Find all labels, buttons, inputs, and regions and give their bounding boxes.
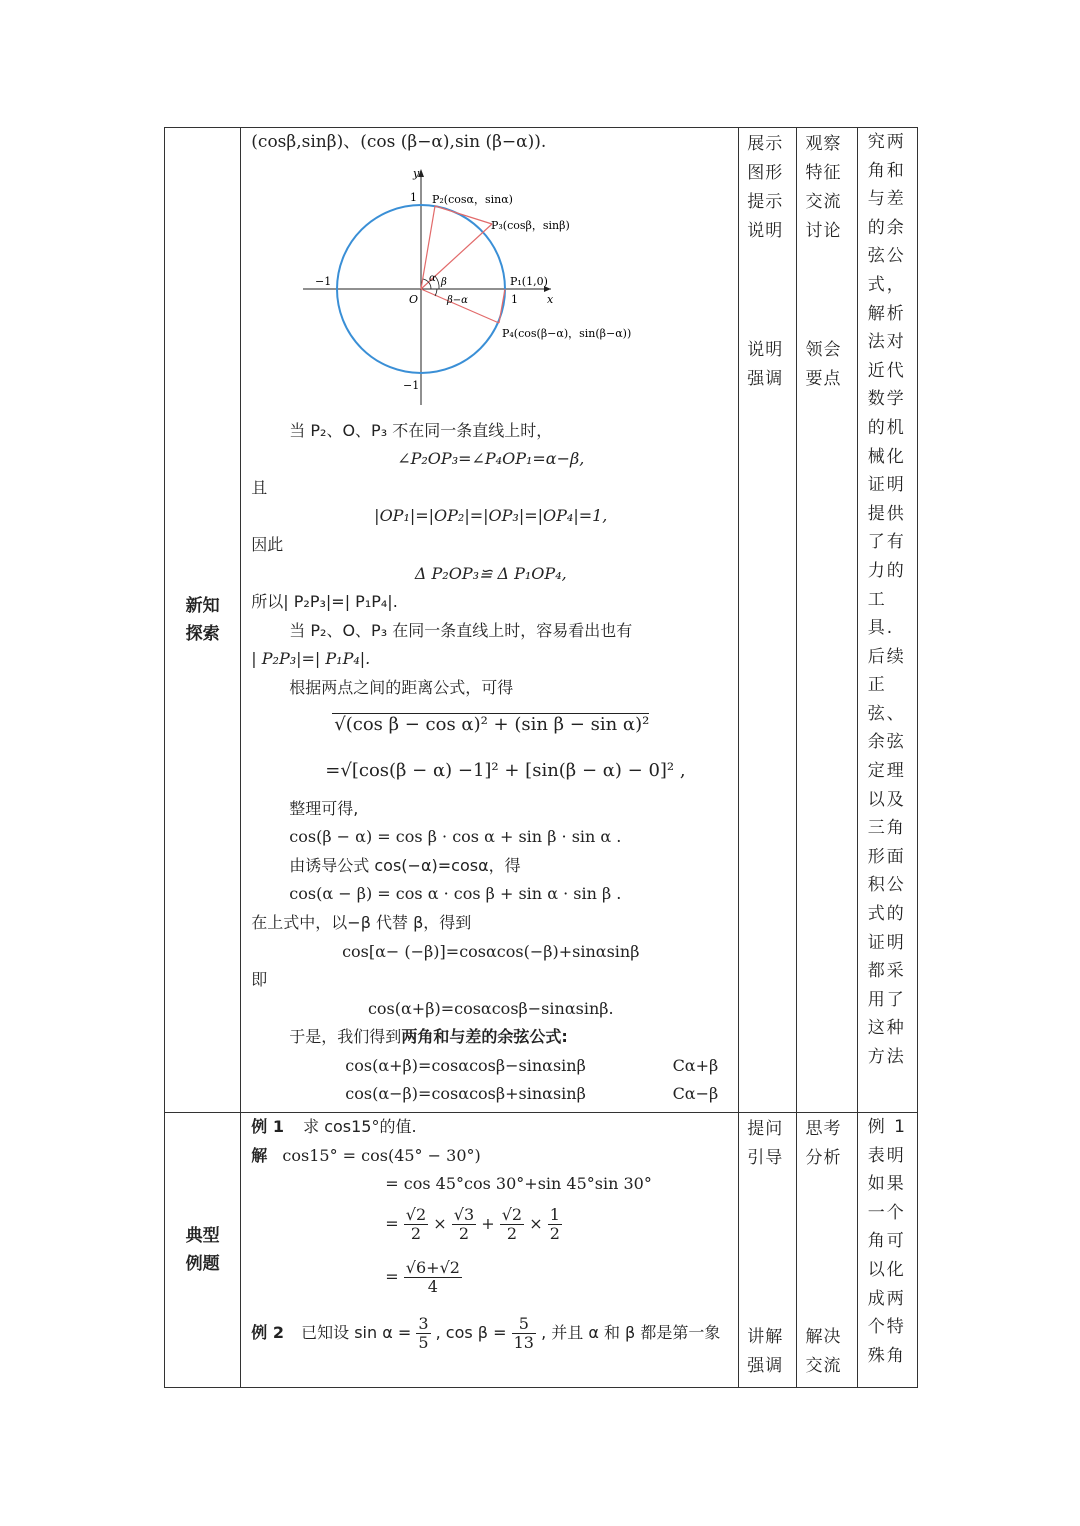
intent-text-15: 力的 bbox=[867, 560, 906, 581]
solution-line-2: = cos 45°cos 30°+sin 45°sin 30° bbox=[385, 1174, 652, 1194]
intent-text-24: 三角 bbox=[867, 818, 906, 839]
student-text-1: 分析 bbox=[805, 1148, 842, 1168]
solution-line-1 bbox=[251, 1142, 730, 1171]
label-tick-1-x: 1 bbox=[511, 292, 519, 306]
frac-sqrt3-over-2 bbox=[452, 1206, 476, 1243]
frac-den: 4 bbox=[427, 1276, 438, 1296]
intent-text-13: 提供 bbox=[867, 503, 906, 524]
intent-text-0: 究两 bbox=[867, 132, 906, 152]
student-text-0: 领会 bbox=[805, 340, 842, 360]
frac-sqrt2-over-2-b bbox=[500, 1206, 524, 1243]
label-tick-neg1-y: −1 bbox=[403, 378, 420, 392]
line-case2: 当 P₂、O、P₃ 在同一条直线上时，容易看出也有 bbox=[289, 620, 633, 640]
frac-3-over-5 bbox=[416, 1315, 430, 1352]
frac-den: 2 bbox=[410, 1223, 422, 1243]
line-simplify: 整理可得, bbox=[289, 798, 359, 818]
teacher-text-1: 强调 bbox=[747, 369, 784, 389]
line-congruent: Δ P₂OP₃≌ Δ P₁OP₄, bbox=[414, 563, 567, 583]
intent-text-7: 法对 bbox=[867, 332, 906, 353]
frac-num: 5 bbox=[512, 1315, 536, 1334]
intent-text-12: 证明 bbox=[867, 475, 906, 496]
student-text-0: 思考 bbox=[805, 1119, 842, 1139]
solution-step-1: cos15° = cos(45° − 30°) bbox=[282, 1145, 481, 1165]
unit-circle-svg bbox=[251, 157, 729, 415]
intent-text-9: 数学 bbox=[867, 389, 906, 410]
formula-distance-lhs: √(cos β − cos α)² + (sin β − sin α)² bbox=[334, 713, 650, 735]
section-examples-text: 典型 例题 bbox=[185, 1226, 220, 1274]
label-tick-1-y: 1 bbox=[410, 190, 418, 204]
frac-num: √2 bbox=[405, 1204, 427, 1224]
times-sign-2: × bbox=[529, 1213, 543, 1233]
frac-num: √6+√2 bbox=[405, 1257, 460, 1277]
label-x: x bbox=[547, 292, 554, 306]
intent-text-29: 都采 bbox=[867, 961, 906, 982]
design-intent-new-knowledge bbox=[857, 128, 917, 1113]
frac-den: 2 bbox=[549, 1223, 560, 1243]
intent-text-6: 成两 bbox=[867, 1288, 906, 1309]
intent-text-31: 这种 bbox=[867, 1018, 906, 1039]
frac-den: 2 bbox=[506, 1223, 518, 1243]
example1-text: 求 cos15°的值. bbox=[303, 1117, 417, 1136]
line-conclusion bbox=[251, 1023, 730, 1052]
intent-text-28: 证明 bbox=[867, 932, 906, 953]
student-text-0: 解决 bbox=[805, 1327, 842, 1347]
intent-text-4: 弦公 bbox=[867, 246, 906, 267]
intent-text-1: 表明 bbox=[867, 1145, 906, 1166]
intent-text-22: 定理 bbox=[867, 761, 906, 782]
student-text-1: 特征 bbox=[805, 163, 842, 183]
example2-question bbox=[251, 1305, 730, 1361]
frac-sqrt2-over-2-a bbox=[404, 1206, 428, 1243]
label-origin: O bbox=[409, 292, 419, 306]
segment-p2p3 bbox=[435, 206, 492, 224]
intent-text-1: 角和 bbox=[867, 160, 906, 181]
line-and: 且 bbox=[251, 477, 268, 497]
teacher-activity-examples bbox=[739, 1113, 797, 1388]
formula-sum: cos(α+β)=cosαcosβ−sinαsinβ bbox=[345, 1055, 586, 1075]
intent-text-10: 的机 bbox=[867, 417, 906, 438]
lesson-plan-table bbox=[164, 127, 918, 1388]
intent-text-2: 与差 bbox=[867, 189, 906, 210]
solution-label: 解 bbox=[251, 1145, 268, 1165]
design-intent-text bbox=[868, 128, 913, 1072]
student-text-1: 要点 bbox=[805, 369, 842, 389]
intent-text-20: 弦、 bbox=[867, 703, 906, 724]
line-radius-eq: |OP₁|=|OP₂|=|OP₃|=|OP₄|=1, bbox=[374, 506, 608, 526]
label-tick-neg1-x: −1 bbox=[315, 274, 332, 288]
unit-circle-diagram bbox=[251, 157, 730, 417]
formula-sum-tag: Cα+β bbox=[672, 1055, 719, 1075]
intent-text-26: 积公 bbox=[867, 875, 906, 896]
new-knowledge-content bbox=[241, 128, 739, 1113]
frac-num: 3 bbox=[418, 1313, 429, 1333]
frac-num: √2 bbox=[501, 1204, 523, 1224]
teacher-text-0: 说明 bbox=[747, 340, 784, 360]
intent-text-14: 了有 bbox=[867, 532, 906, 553]
teacher-text-0: 提问 bbox=[747, 1119, 784, 1139]
intent-text-2: 如果 bbox=[867, 1174, 906, 1195]
design-intent-examples bbox=[857, 1113, 917, 1388]
line-cos-diff-2: cos(α − β) = cos α · cos β + sin α · sin β . bbox=[289, 884, 622, 904]
intent-text-0: 例 1 bbox=[867, 1117, 907, 1137]
intent-text-6: 解析 bbox=[867, 303, 906, 324]
label-p3: P₃(cosβ，sinβ) bbox=[491, 218, 571, 232]
intent-text-4: 角可 bbox=[867, 1231, 906, 1252]
student-text-1: 交流 bbox=[805, 1356, 842, 1376]
conclusion-intro: 于是，我们得到 bbox=[289, 1027, 402, 1047]
teacher-activity-new-knowledge bbox=[739, 128, 797, 1113]
line-so-equal: 所以| P₂P₃|=| P₁P₄|. bbox=[251, 592, 398, 612]
intent-text-5: 式， bbox=[867, 274, 906, 295]
conclusion-title: 两角和与差的余弦公式: bbox=[401, 1027, 568, 1047]
line-cos-diff-1: cos(β − α) = cos β · cos α + sin β · sin α . bbox=[289, 827, 622, 847]
line-induction: 由诱导公式 cos(−α)=cosα，得 bbox=[289, 855, 521, 875]
teacher-activity-top bbox=[747, 1115, 794, 1173]
line-distance-lhs bbox=[251, 703, 730, 747]
teacher-activity-bottom bbox=[747, 1323, 794, 1381]
teacher-text-3: 说明 bbox=[747, 221, 784, 241]
line-case2-result: | P₂P₃|=| P₁P₄|. bbox=[251, 649, 371, 669]
line-distance-rhs bbox=[251, 747, 730, 795]
teacher-text-2: 提示 bbox=[747, 192, 784, 212]
intent-text-16: 工 bbox=[867, 589, 887, 610]
intent-text-19: 正 bbox=[867, 675, 887, 696]
formula-diff: cos(α−β)=cosαcosβ+sinαsinβ bbox=[345, 1084, 586, 1104]
teacher-activity-bottom bbox=[747, 336, 794, 394]
student-activity-bottom bbox=[805, 1323, 854, 1381]
example1-question bbox=[251, 1113, 730, 1142]
frac-den: 2 bbox=[458, 1223, 470, 1243]
intent-text-8: 近代 bbox=[867, 360, 906, 381]
intent-text-32: 方法 bbox=[867, 1047, 906, 1067]
line-case1: 当 P₂、O、P₃ 不在同一条直线上时， bbox=[289, 420, 553, 440]
line-coordinates: (cosβ,sinβ)、(cos (β−α),sin (β−α)). bbox=[251, 132, 547, 152]
frac-5-over-13 bbox=[512, 1315, 536, 1352]
student-activity-top bbox=[805, 130, 854, 246]
solution-line-4 bbox=[251, 1249, 730, 1305]
label-y: y bbox=[413, 166, 420, 180]
intent-text-3: 的余 bbox=[867, 217, 906, 238]
eq-sign-3: = bbox=[385, 1213, 399, 1233]
teacher-activity-top bbox=[747, 130, 794, 246]
frac-1-over-2 bbox=[548, 1206, 562, 1243]
line-cos-neg: cos[α− (−β)]=cosαcos(−β)+sinαsinβ bbox=[342, 941, 640, 961]
examples-content bbox=[241, 1113, 739, 1388]
frac-result bbox=[404, 1259, 462, 1296]
student-text-2: 交流 bbox=[805, 192, 842, 212]
example2-text-b: , cos β = bbox=[435, 1322, 507, 1342]
line-angle-eq: ∠P₂OP₃=∠P₄OP₁=α−β, bbox=[397, 449, 585, 469]
intent-text-3: 一个 bbox=[867, 1202, 906, 1223]
intent-text-25: 形面 bbox=[867, 846, 906, 867]
eq-sign-4: = bbox=[385, 1266, 399, 1286]
frac-num: √3 bbox=[453, 1204, 475, 1224]
intent-text-8: 殊角 bbox=[867, 1345, 906, 1366]
intent-text-18: 后续 bbox=[867, 646, 906, 667]
plus-sign: + bbox=[481, 1213, 495, 1233]
times-sign-1: × bbox=[433, 1213, 447, 1233]
teacher-text-0: 讲解 bbox=[747, 1327, 784, 1347]
label-angle-alpha: α bbox=[429, 272, 437, 284]
formula-diff-tag: Cα−β bbox=[672, 1084, 719, 1104]
intent-text-17: 具. bbox=[867, 618, 895, 639]
line-replace: 在上式中，以−β 代替 β，得到 bbox=[251, 912, 472, 932]
intent-text-7: 个特 bbox=[867, 1317, 906, 1338]
student-activity-bottom bbox=[805, 336, 854, 394]
intent-text-5: 以化 bbox=[867, 1259, 906, 1280]
label-angle-beta: β bbox=[441, 276, 448, 288]
formula-distance-rhs: =√[cos(β − α) −1]² + [sin(β − α) − 0]² , bbox=[325, 759, 686, 781]
example2-text-a: 已知设 sin α = bbox=[301, 1322, 412, 1342]
student-activity-examples bbox=[797, 1113, 857, 1388]
row-examples bbox=[165, 1113, 918, 1388]
intent-text-23: 以及 bbox=[867, 789, 906, 810]
example2-label: 例 2 bbox=[251, 1322, 285, 1342]
intent-text-11: 械化 bbox=[867, 446, 906, 467]
section-label-new-knowledge bbox=[165, 128, 241, 1113]
section-label-examples bbox=[165, 1113, 241, 1388]
line-cos-sum: cos(α+β)=cosαcosβ−sinαsinβ. bbox=[367, 998, 614, 1018]
section-new-knowledge-text: 新知 探索 bbox=[185, 596, 220, 644]
label-p4: P₄(cos(β−α)，sin(β−α)) bbox=[502, 326, 632, 340]
row-new-knowledge bbox=[165, 128, 918, 1113]
example1-label: 例 1 bbox=[251, 1117, 285, 1136]
frac-den: 5 bbox=[418, 1332, 429, 1352]
teacher-text-1: 引导 bbox=[747, 1148, 784, 1168]
intent-text-21: 余弦 bbox=[867, 732, 906, 753]
line-formula-diff bbox=[251, 1080, 730, 1109]
teacher-text-0: 展示 bbox=[747, 134, 784, 154]
intent-text-27: 式的 bbox=[867, 904, 906, 925]
intent-text-30: 用了 bbox=[867, 989, 906, 1010]
line-namely: 即 bbox=[251, 970, 268, 990]
student-activity-new-knowledge bbox=[797, 128, 857, 1113]
teacher-text-1: 图形 bbox=[747, 163, 784, 183]
teacher-text-1: 强调 bbox=[747, 1356, 784, 1376]
design-intent-text bbox=[868, 1113, 913, 1370]
example2-text-c: , 并且 α 和 β 都是第一象 bbox=[541, 1322, 721, 1342]
line-formula-sum bbox=[251, 1052, 730, 1081]
label-p1: P₁(1,0) bbox=[510, 274, 549, 288]
label-p2: P₂(cosα，sinα) bbox=[432, 192, 514, 206]
student-text-0: 观察 bbox=[805, 134, 842, 154]
student-text-3: 讨论 bbox=[805, 221, 842, 241]
frac-num: 1 bbox=[549, 1204, 560, 1224]
line-distance-formula: 根据两点之间的距离公式，可得 bbox=[289, 677, 514, 697]
label-angle-diff: β−α bbox=[447, 294, 469, 306]
line-therefore: 因此 bbox=[251, 534, 284, 554]
solution-line-3 bbox=[251, 1199, 730, 1249]
frac-den: 13 bbox=[513, 1332, 534, 1352]
student-activity-top bbox=[805, 1115, 854, 1173]
